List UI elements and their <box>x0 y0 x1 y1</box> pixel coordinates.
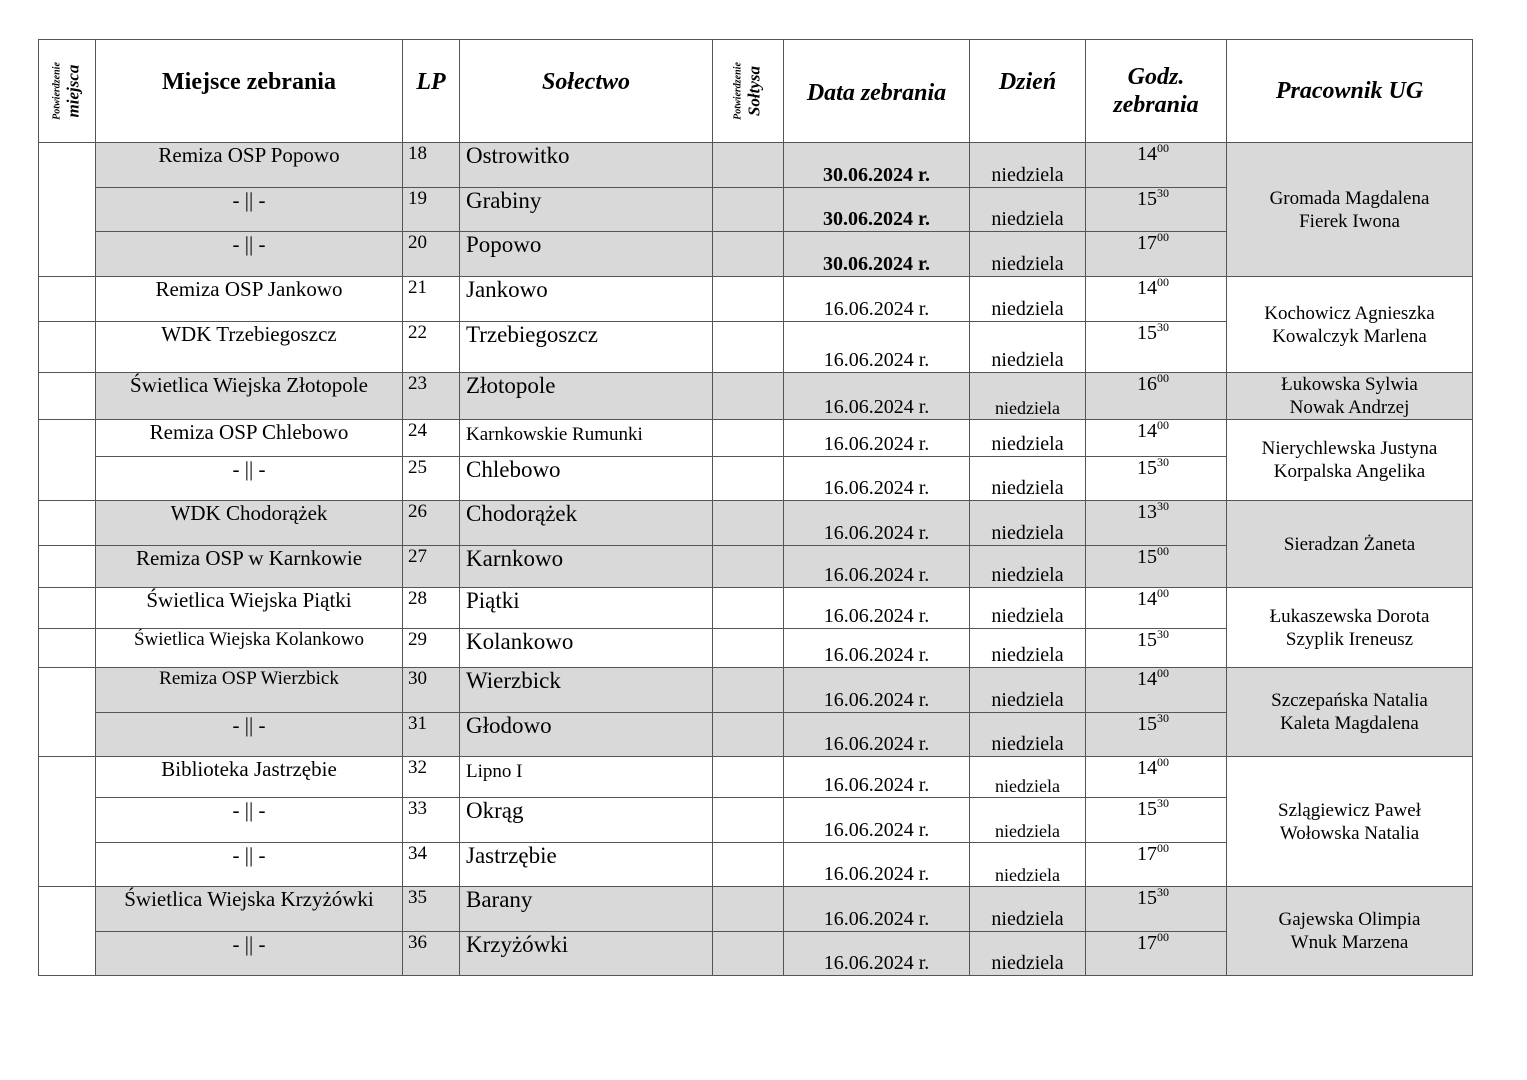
staff-name: Wnuk Marzena <box>1290 932 1409 953</box>
staff-name: Sieradzan Żaneta <box>1283 533 1416 555</box>
time-minutes: 00 <box>1157 667 1169 680</box>
date-cell: 16.06.2024 r. <box>784 322 970 373</box>
time-cell <box>1086 188 1227 232</box>
solectwo-cell: Jankowo <box>460 277 713 322</box>
date-cell: 30.06.2024 r. <box>784 232 970 277</box>
lp-cell: 31 <box>403 713 460 757</box>
time-hour: 14 <box>1137 143 1157 165</box>
confirm-place-cell[interactable] <box>39 501 96 546</box>
staff-name: Gromada Magdalena <box>1269 187 1430 209</box>
time-hour: 14 <box>1137 277 1157 299</box>
header-staff: Pracownik UG <box>1227 40 1473 143</box>
solectwo-cell: Chlebowo <box>460 457 713 501</box>
header-date: Data zebrania <box>784 40 970 143</box>
confirm-place-cell[interactable] <box>39 373 96 420</box>
day-cell: niedziela <box>970 373 1086 420</box>
day-cell: niedziela <box>970 668 1086 713</box>
time-cell <box>1086 887 1227 932</box>
place-cell: Remiza OSP Wierzbick <box>96 668 403 713</box>
time-hour: 15 <box>1137 713 1157 735</box>
time-cell <box>1086 668 1227 713</box>
place-cell: Świetlica Wiejska Piątki <box>96 588 403 629</box>
time-hour: 14 <box>1137 588 1157 610</box>
staff-name: Wołowska Natalia <box>1279 822 1420 844</box>
day-cell: niedziela <box>970 629 1086 668</box>
staff-name: Łukowska Sylwia <box>1281 374 1418 395</box>
header-confirm-soltys <box>713 40 784 143</box>
date-cell: 16.06.2024 r. <box>784 757 970 798</box>
staff-cell <box>1227 420 1473 501</box>
header-solectwo: Sołectwo <box>460 40 713 143</box>
confirm-soltys-cell[interactable] <box>713 668 784 713</box>
place-cell: WDK Chodorążek <box>96 501 403 546</box>
lp-cell: 36 <box>403 932 460 976</box>
time-minutes: 00 <box>1157 587 1169 600</box>
solectwo-cell: Głodowo <box>460 713 713 757</box>
confirm-soltys-cell[interactable] <box>713 798 784 843</box>
staff-name: Kowalczyk Marlena <box>1272 325 1427 347</box>
day-cell: niedziela <box>970 932 1086 976</box>
time-hour: 17 <box>1137 232 1157 254</box>
day-cell: niedziela <box>970 143 1086 188</box>
time-cell <box>1086 457 1227 501</box>
place-cell: Remiza OSP w Karnkowie <box>96 546 403 588</box>
day-cell: niedziela <box>970 713 1086 757</box>
time-minutes: 30 <box>1157 712 1169 725</box>
confirm-place-cell[interactable] <box>39 887 96 976</box>
confirm-soltys-cell[interactable] <box>713 546 784 588</box>
solectwo-cell: Popowo <box>460 232 713 277</box>
confirm-soltys-cell[interactable] <box>713 757 784 798</box>
lp-cell: 34 <box>403 843 460 887</box>
staff-cell <box>1227 668 1473 757</box>
lp-cell: 30 <box>403 668 460 713</box>
confirm-place-cell[interactable] <box>39 668 96 757</box>
place-cell: - || - <box>96 713 403 757</box>
time-cell <box>1086 798 1227 843</box>
place-cell: Remiza OSP Popowo <box>96 143 403 188</box>
date-cell: 16.06.2024 r. <box>784 843 970 887</box>
confirm-place-cell[interactable] <box>39 277 96 322</box>
confirm-place-cell[interactable] <box>39 629 96 668</box>
confirm-soltys-cell[interactable] <box>713 887 784 932</box>
solectwo-cell: Karnkowskie Rumunki <box>460 420 713 457</box>
confirm-place-cell[interactable] <box>39 143 96 277</box>
confirm-place-cell[interactable] <box>39 546 96 588</box>
solectwo-cell: Trzebiegoszcz <box>460 322 713 373</box>
place-cell: - || - <box>96 932 403 976</box>
day-cell: niedziela <box>970 457 1086 501</box>
solectwo-cell: Wierzbick <box>460 668 713 713</box>
lp-cell: 23 <box>403 373 460 420</box>
confirm-soltys-cell[interactable] <box>713 420 784 457</box>
staff-name: Kochowicz Agnieszka <box>1264 302 1435 324</box>
confirm-soltys-cell[interactable] <box>713 277 784 322</box>
solectwo-cell: Barany <box>460 887 713 932</box>
date-cell: 30.06.2024 r. <box>784 188 970 232</box>
staff-cell <box>1227 143 1473 277</box>
solectwo-cell: Okrąg <box>460 798 713 843</box>
header-time-line1: Godz. <box>1127 64 1185 90</box>
time-minutes: 00 <box>1157 419 1169 432</box>
place-cell: Świetlica Wiejska Krzyżówki <box>96 887 403 932</box>
confirm-soltys-cell[interactable] <box>713 843 784 887</box>
date-cell: 16.06.2024 r. <box>784 887 970 932</box>
lp-cell: 33 <box>403 798 460 843</box>
place-cell: Świetlica Wiejska Kolankowo <box>96 629 403 668</box>
staff-cell <box>1227 501 1473 588</box>
time-cell <box>1086 232 1227 277</box>
confirm-place-cell[interactable] <box>39 420 96 501</box>
table-row <box>39 143 1473 188</box>
place-cell: - || - <box>96 188 403 232</box>
time-hour: 15 <box>1137 629 1157 651</box>
day-cell: niedziela <box>970 588 1086 629</box>
day-cell: niedziela <box>970 546 1086 588</box>
header-day: Dzień <box>970 40 1086 143</box>
lp-cell: 20 <box>403 232 460 277</box>
confirm-soltys-cell[interactable] <box>713 322 784 373</box>
staff-name: Szlągiewicz Paweł <box>1278 799 1421 821</box>
lp-cell: 26 <box>403 501 460 546</box>
header-confirm-place <box>39 40 96 143</box>
header-row <box>39 40 1473 143</box>
date-cell: 16.06.2024 r. <box>784 588 970 629</box>
day-cell: niedziela <box>970 501 1086 546</box>
header-confirm-soltys-top: Potwierdzenie <box>732 62 744 120</box>
staff-cell <box>1227 373 1473 420</box>
time-cell <box>1086 373 1227 420</box>
confirm-soltys-cell[interactable] <box>713 713 784 757</box>
solectwo-cell: Ostrowitko <box>460 143 713 188</box>
confirm-place-cell[interactable] <box>39 588 96 629</box>
date-cell: 16.06.2024 r. <box>784 457 970 501</box>
confirm-place-cell[interactable] <box>39 322 96 373</box>
place-cell: - || - <box>96 843 403 887</box>
time-minutes: 00 <box>1157 142 1169 155</box>
time-cell <box>1086 843 1227 887</box>
staff-name: Nowak Andrzej <box>1289 397 1410 418</box>
header-confirm-place-bottom: miejsca <box>62 64 82 118</box>
time-minutes: 30 <box>1157 886 1169 899</box>
confirm-soltys-cell[interactable] <box>713 373 784 420</box>
confirm-soltys-cell[interactable] <box>713 501 784 546</box>
place-cell: - || - <box>96 457 403 501</box>
date-cell: 16.06.2024 r. <box>784 546 970 588</box>
date-cell: 16.06.2024 r. <box>784 629 970 668</box>
schedule-body <box>39 143 1473 976</box>
solectwo-cell: Grabiny <box>460 188 713 232</box>
time-hour: 13 <box>1137 501 1157 523</box>
staff-cell <box>1227 588 1473 668</box>
time-hour: 15 <box>1137 798 1157 820</box>
place-cell: Remiza OSP Chlebowo <box>96 420 403 457</box>
meeting-schedule-table <box>38 39 1473 976</box>
day-cell: niedziela <box>970 420 1086 457</box>
day-cell: niedziela <box>970 757 1086 798</box>
time-minutes: 00 <box>1157 276 1169 289</box>
confirm-soltys-cell[interactable] <box>713 232 784 277</box>
time-minutes: 00 <box>1157 842 1169 855</box>
time-cell <box>1086 143 1227 188</box>
confirm-place-cell[interactable] <box>39 757 96 887</box>
time-minutes: 00 <box>1157 372 1169 385</box>
time-hour: 17 <box>1137 932 1157 954</box>
lp-cell: 22 <box>403 322 460 373</box>
time-hour: 17 <box>1137 843 1157 865</box>
staff-cell <box>1227 887 1473 976</box>
time-hour: 14 <box>1137 757 1157 779</box>
table-row <box>39 420 1473 457</box>
lp-cell: 25 <box>403 457 460 501</box>
header-time <box>1086 40 1227 143</box>
place-cell: Biblioteka Jastrzębie <box>96 757 403 798</box>
time-cell <box>1086 546 1227 588</box>
lp-cell: 18 <box>403 143 460 188</box>
table-row <box>39 373 1473 420</box>
table-row <box>39 887 1473 932</box>
staff-cell <box>1227 757 1473 887</box>
time-minutes: 30 <box>1157 456 1169 469</box>
confirm-soltys-cell[interactable] <box>713 457 784 501</box>
header-place: Miejsce zebrania <box>96 40 403 143</box>
lp-cell: 32 <box>403 757 460 798</box>
table-row <box>39 757 1473 798</box>
solectwo-cell: Złotopole <box>460 373 713 420</box>
time-minutes: 30 <box>1157 797 1169 810</box>
staff-name: Fierek Iwona <box>1299 210 1400 232</box>
date-cell: 16.06.2024 r. <box>784 798 970 843</box>
lp-cell: 21 <box>403 277 460 322</box>
place-cell: - || - <box>96 798 403 843</box>
confirm-soltys-cell[interactable] <box>713 932 784 976</box>
lp-cell: 35 <box>403 887 460 932</box>
place-cell: WDK Trzebiegoszcz <box>96 322 403 373</box>
place-cell: - || - <box>96 232 403 277</box>
solectwo-cell: Kolankowo <box>460 629 713 668</box>
header-lp: LP <box>403 40 460 143</box>
day-cell: niedziela <box>970 798 1086 843</box>
time-minutes: 00 <box>1157 545 1169 558</box>
time-minutes: 00 <box>1157 231 1169 244</box>
day-cell: niedziela <box>970 322 1086 373</box>
time-hour: 15 <box>1137 546 1157 568</box>
confirm-soltys-cell[interactable] <box>713 188 784 232</box>
staff-name: Szyplik Ireneusz <box>1285 628 1414 650</box>
lp-cell: 19 <box>403 188 460 232</box>
solectwo-cell: Karnkowo <box>460 546 713 588</box>
time-cell <box>1086 501 1227 546</box>
staff-name: Kaleta Magdalena <box>1280 713 1419 734</box>
solectwo-cell: Piątki <box>460 588 713 629</box>
time-cell <box>1086 629 1227 668</box>
time-minutes: 30 <box>1157 628 1169 641</box>
day-cell: niedziela <box>970 277 1086 322</box>
confirm-soltys-cell[interactable] <box>713 588 784 629</box>
staff-name: Nierychlewska Justyna <box>1261 438 1438 459</box>
time-minutes: 30 <box>1157 321 1169 334</box>
date-cell: 16.06.2024 r. <box>784 932 970 976</box>
staff-cell <box>1227 277 1473 373</box>
date-cell: 16.06.2024 r. <box>784 713 970 757</box>
solectwo-cell: Krzyżówki <box>460 932 713 976</box>
date-cell: 16.06.2024 r. <box>784 668 970 713</box>
table-row <box>39 588 1473 629</box>
staff-name: Szczepańska Natalia <box>1271 690 1428 711</box>
time-hour: 14 <box>1137 668 1157 690</box>
time-hour: 16 <box>1137 373 1157 395</box>
table-row <box>39 501 1473 546</box>
table-row <box>39 277 1473 322</box>
time-cell <box>1086 322 1227 373</box>
solectwo-cell: Lipno I <box>460 757 713 798</box>
header-time-line2: zebrania <box>1113 92 1199 118</box>
lp-cell: 28 <box>403 588 460 629</box>
time-cell <box>1086 713 1227 757</box>
time-hour: 15 <box>1137 457 1157 479</box>
solectwo-cell: Jastrzębie <box>460 843 713 887</box>
place-cell: Remiza OSP Jankowo <box>96 277 403 322</box>
time-cell <box>1086 277 1227 322</box>
lp-cell: 24 <box>403 420 460 457</box>
day-cell: niedziela <box>970 188 1086 232</box>
time-hour: 15 <box>1137 188 1157 210</box>
time-cell <box>1086 420 1227 457</box>
day-cell: niedziela <box>970 887 1086 932</box>
confirm-soltys-cell[interactable] <box>713 629 784 668</box>
date-cell: 16.06.2024 r. <box>784 420 970 457</box>
date-cell: 16.06.2024 r. <box>784 501 970 546</box>
staff-name: Korpalska Angelika <box>1273 461 1426 482</box>
header-confirm-soltys-bottom: Sołtysa <box>743 65 763 117</box>
time-hour: 14 <box>1137 420 1157 442</box>
date-cell: 16.06.2024 r. <box>784 373 970 420</box>
time-minutes: 30 <box>1157 500 1169 513</box>
confirm-soltys-cell[interactable] <box>713 143 784 188</box>
date-cell: 16.06.2024 r. <box>784 277 970 322</box>
day-cell: niedziela <box>970 232 1086 277</box>
time-hour: 15 <box>1137 322 1157 344</box>
day-cell: niedziela <box>970 843 1086 887</box>
solectwo-cell: Chodorążek <box>460 501 713 546</box>
time-cell <box>1086 757 1227 798</box>
time-minutes: 30 <box>1157 187 1169 200</box>
lp-cell: 29 <box>403 629 460 668</box>
time-cell <box>1086 588 1227 629</box>
staff-name: Łukaszewska Dorota <box>1269 605 1430 627</box>
time-minutes: 00 <box>1157 931 1169 944</box>
time-cell <box>1086 932 1227 976</box>
date-cell: 30.06.2024 r. <box>784 143 970 188</box>
lp-cell: 27 <box>403 546 460 588</box>
staff-name: Gajewska Olimpia <box>1278 909 1421 930</box>
header-confirm-place-top: Potwierdzenie <box>51 62 63 120</box>
time-hour: 15 <box>1137 887 1157 909</box>
place-cell: Świetlica Wiejska Złotopole <box>96 373 403 420</box>
time-minutes: 00 <box>1157 756 1169 769</box>
table-row <box>39 668 1473 713</box>
